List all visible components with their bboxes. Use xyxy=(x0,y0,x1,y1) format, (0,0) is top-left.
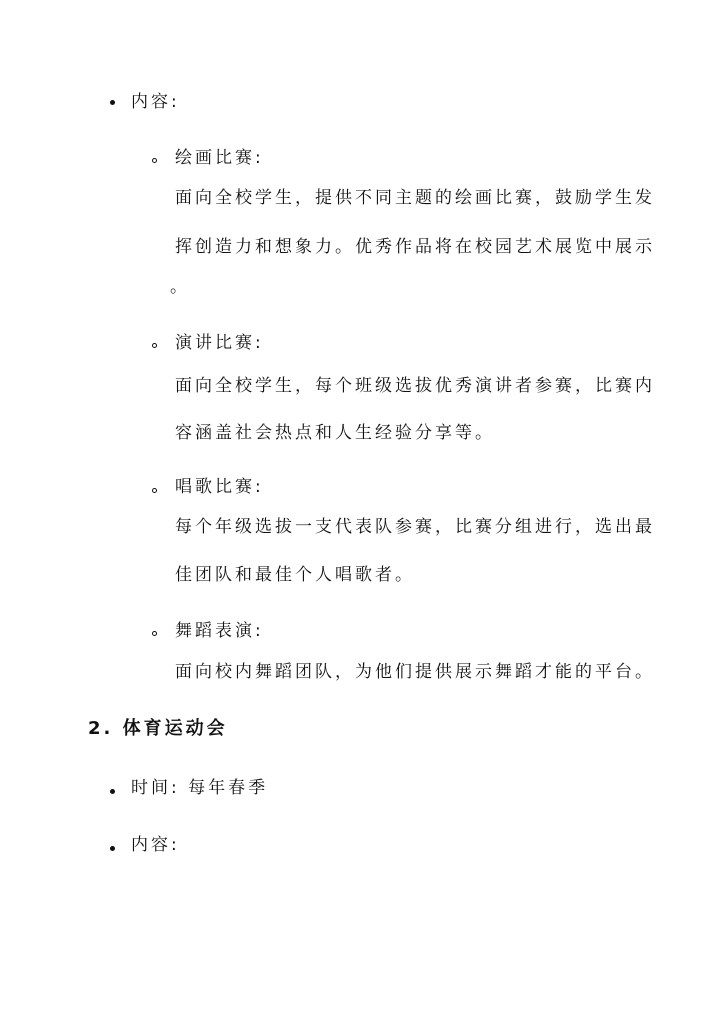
bullet-dot-icon xyxy=(110,846,115,851)
item-text-line: 面向全校学生，提供不同主题的绘画比赛，鼓励学生发 xyxy=(175,188,655,208)
bullet-circle-icon xyxy=(152,158,157,163)
time-label: 时间: 每年春季 xyxy=(131,778,269,798)
item-title-dance: 舞蹈表演: xyxy=(175,621,264,641)
bullet-dot-icon xyxy=(110,789,115,794)
bullet-dot-icon xyxy=(110,100,115,105)
bullet-circle-icon xyxy=(152,631,157,636)
item-text-line: 佳团队和最佳个人唱歌者。 xyxy=(175,565,415,585)
section-heading: 2. 体育运动会 xyxy=(88,718,228,739)
content-label: 内容: xyxy=(131,92,180,112)
item-text-line: 每个年级选拔一支代表队参赛，比赛分组进行，选出最 xyxy=(175,517,655,537)
bullet-circle-icon xyxy=(152,343,157,348)
item-text-line: 容涵盖社会热点和人生经验分享等。 xyxy=(175,423,495,443)
item-title-speech: 演讲比赛: xyxy=(175,333,264,353)
item-title-singing: 唱歌比赛: xyxy=(175,477,264,497)
bullet-circle-icon xyxy=(152,488,157,493)
content-label: 内容: xyxy=(131,835,180,855)
item-text-line: 。 xyxy=(170,277,190,297)
item-text-line: 面向全校学生，每个班级选拔优秀演讲者参赛，比赛内 xyxy=(175,376,655,396)
item-title-painting: 绘画比赛: xyxy=(175,148,264,168)
item-text-line: 面向校内舞蹈团队，为他们提供展示舞蹈才能的平台。 xyxy=(175,662,655,682)
item-text-line: 挥创造力和想象力。优秀作品将在校园艺术展览中展示 xyxy=(175,237,655,257)
